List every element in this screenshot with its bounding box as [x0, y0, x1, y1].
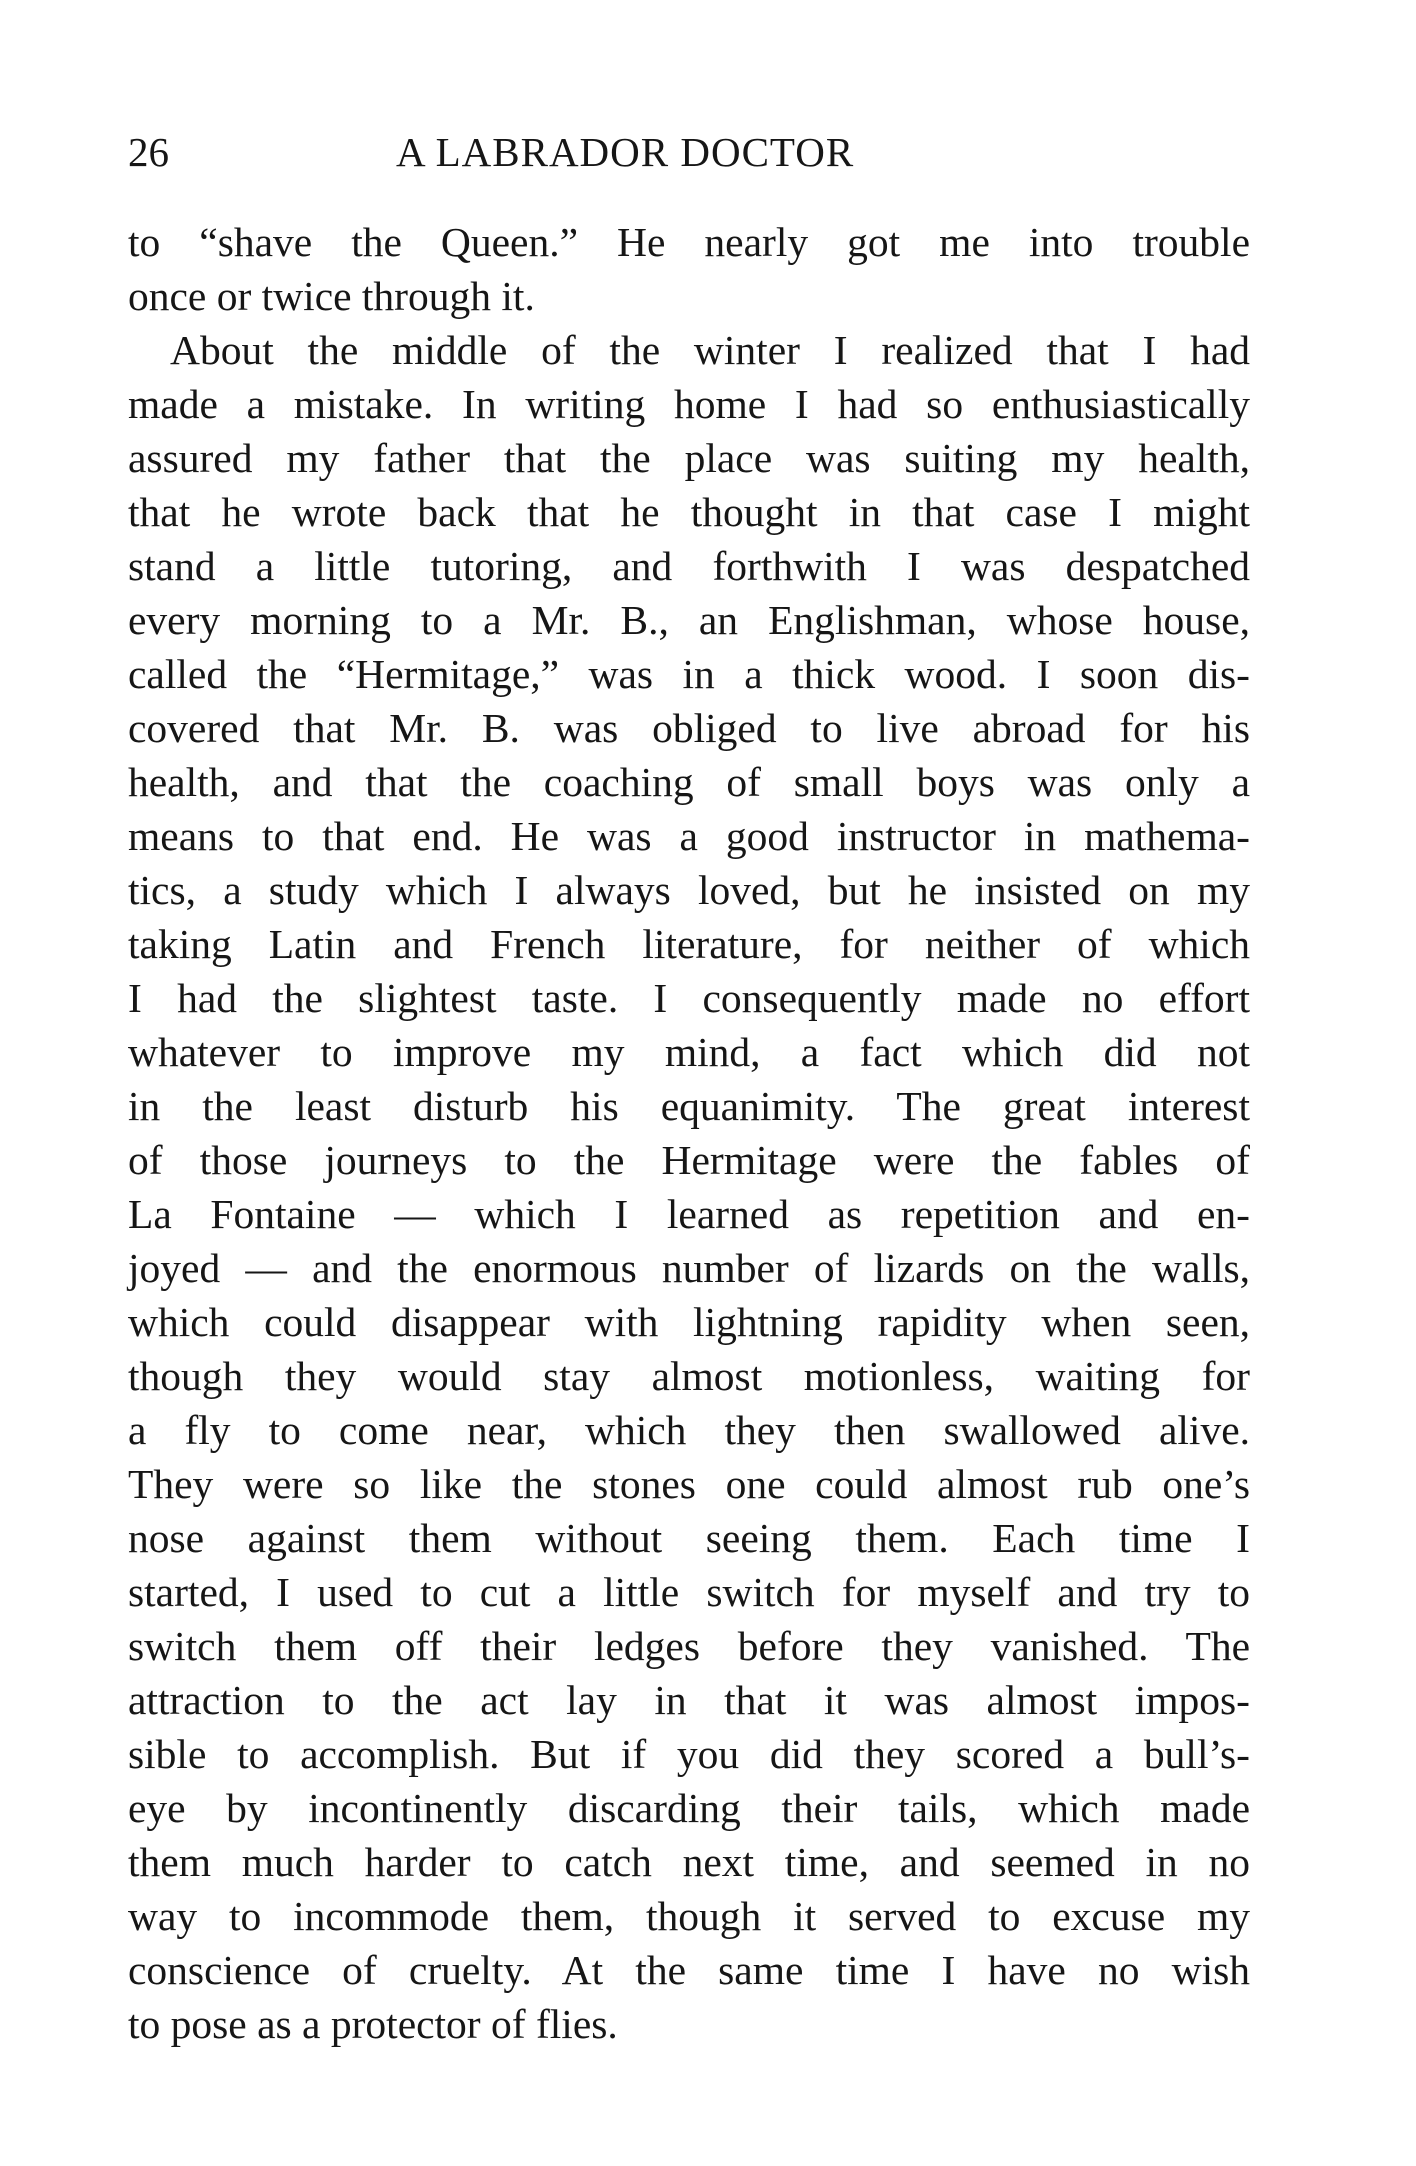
text-line: that he wrote back that he thought in that case I might: [128, 489, 1250, 535]
text-line: eye by incontinently discarding their tails, which made: [128, 1785, 1250, 1831]
text-line: made a mistake. In writing home I had so enthusiastically: [128, 381, 1250, 427]
text-line: I had the slightest taste. I consequently made no effort: [128, 975, 1250, 1021]
text-line: to “shave the Queen.” He nearly got me into trouble: [128, 219, 1250, 265]
text-line: nose against them without seeing them. Each time I: [128, 1515, 1250, 1561]
text-line: which could disappear with lightning rapidity when seen,: [128, 1299, 1250, 1345]
text-line: of those journeys to the Hermitage were the fables of: [128, 1137, 1250, 1183]
text-line: attraction to the act lay in that it was almost impos-: [128, 1677, 1250, 1723]
text-line: tics, a study which I always loved, but he insisted on my: [128, 867, 1250, 913]
text-line: sible to accomplish. But if you did they scored a bull’s-: [128, 1731, 1250, 1777]
text-line: started, I used to cut a little switch for myself and try to: [128, 1569, 1250, 1615]
text-line: whatever to improve my mind, a fact which did not: [128, 1029, 1250, 1075]
text-line: means to that end. He was a good instructor in mathema-: [128, 813, 1250, 859]
body-text: [128, 215, 1250, 2051]
page-header: [128, 122, 968, 182]
text-line: covered that Mr. B. was obliged to live abroad for his: [128, 705, 1250, 751]
text-line: assured my father that the place was suiting my health,: [128, 435, 1250, 481]
page-number: 26: [128, 129, 169, 175]
text-line: health, and that the coaching of small boys was only a: [128, 759, 1250, 805]
text-line: About the middle of the winter I realized that I had: [170, 327, 1250, 373]
text-line: switch them off their ledges before they vanished. The: [128, 1623, 1250, 1669]
text-line: joyed — and the enormous number of lizards on the walls,: [128, 1245, 1250, 1291]
text-line: conscience of cruelty. At the same time I have no wish: [128, 1947, 1250, 1993]
text-line: in the least disturb his equanimity. The great interest: [128, 1083, 1250, 1129]
text-line: They were so like the stones one could almost rub one’s: [128, 1461, 1250, 1507]
text-line: way to incommode them, though it served to excuse my: [128, 1893, 1250, 1939]
text-line: stand a little tutoring, and forthwith I was despatched: [128, 543, 1250, 589]
paragraph: [128, 323, 1250, 2051]
paragraph: [128, 215, 1250, 323]
text-line: taking Latin and French literature, for neither of which: [128, 921, 1250, 967]
text-line: a fly to come near, which they then swallowed alive.: [128, 1407, 1250, 1453]
text-line: though they would stay almost motionless, waiting for: [128, 1353, 1250, 1399]
text-line: every morning to a Mr. B., an Englishman, whose house,: [128, 597, 1250, 643]
running-title: A LABRADOR DOCTOR: [396, 129, 855, 175]
text-line: called the “Hermitage,” was in a thick wood. I soon dis-: [128, 651, 1250, 697]
text-line: once or twice through it.: [128, 273, 535, 319]
text-line: to pose as a protector of flies.: [128, 2001, 618, 2047]
text-line: La Fontaine — which I learned as repetition and en-: [128, 1191, 1250, 1237]
text-line: them much harder to catch next time, and seemed in no: [128, 1839, 1250, 1885]
